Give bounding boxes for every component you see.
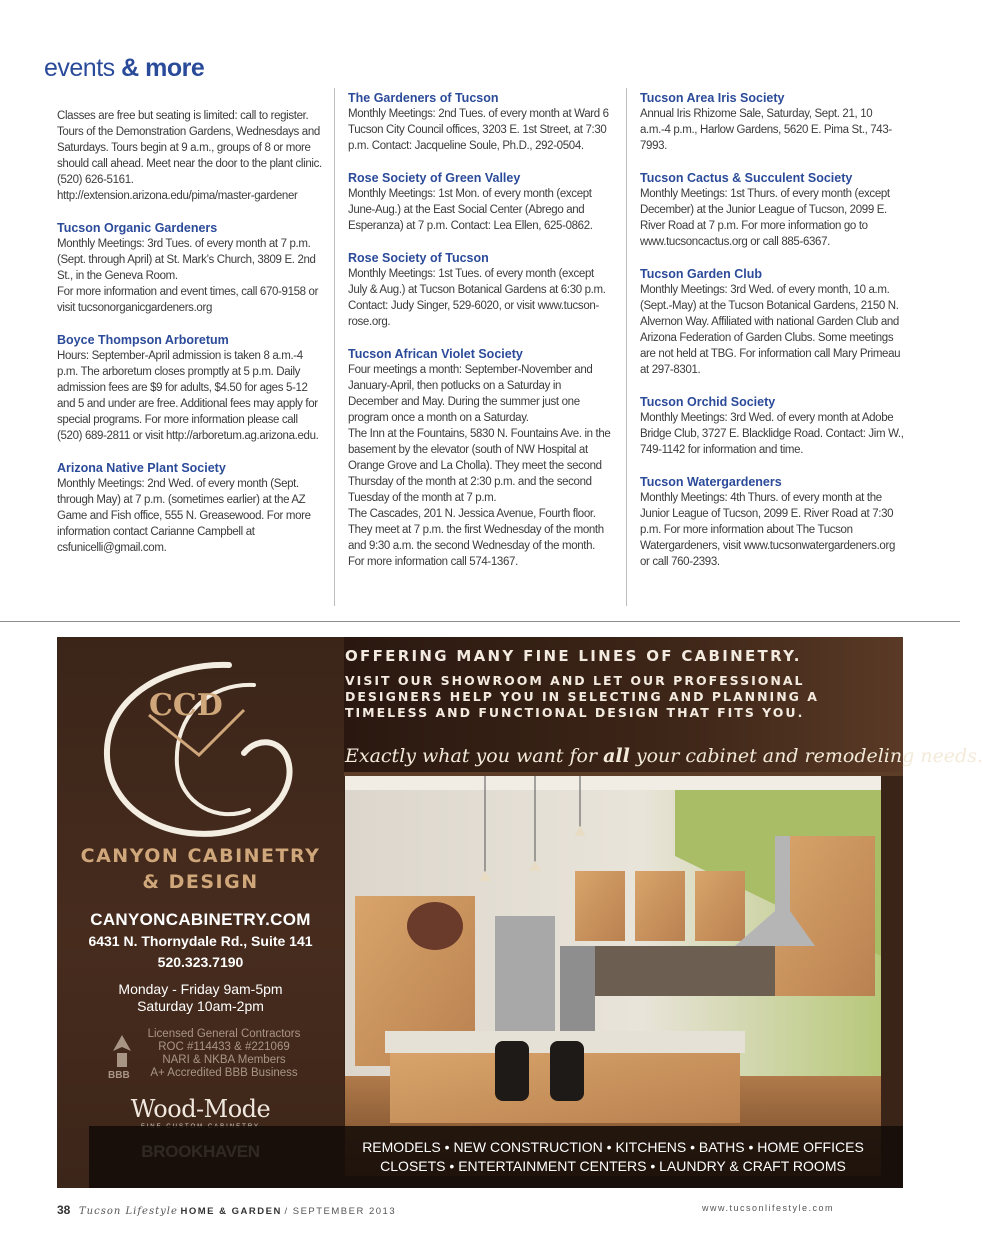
hours-weekday: Monday - Friday 9am-5pm xyxy=(118,981,283,997)
kitchen-photo xyxy=(345,776,881,1176)
license-line: NARI & NKBA Members xyxy=(162,1054,286,1066)
event-body: For more information and event times, call 670-9158 or visit tucsonorganicgardeners.org xyxy=(57,286,319,314)
event-body: Monthly Meetings: 3rd Wed. of every month at Adobe Bridge Club, 3727 E. Blacklidge Road. Contact: Jim W., 749-1142 for information and time. xyxy=(640,412,904,456)
license-line: Licensed General Contractors xyxy=(147,1028,301,1040)
event-entry xyxy=(640,170,904,250)
logo-letters: CCD xyxy=(149,688,223,723)
event-title: Rose Society of Tucson xyxy=(348,251,489,265)
brand-name-2: & DESIGN xyxy=(142,871,259,893)
event-title: Tucson Garden Club xyxy=(640,267,762,281)
header-more: more xyxy=(145,54,205,82)
event-title: Tucson African Violet Society xyxy=(348,347,523,361)
event-entry xyxy=(348,250,614,330)
phone-number[interactable]: 520.323.7190 xyxy=(157,954,244,970)
event-body: Monthly Meetings: 3rd Wed. of every month, 10 a.m. (Sept.-May) at the Tucson Botanical Gardens, 2150 N. Alvernon Way. Affiliated with national Garden Club and Arizona Federation of Garden Clubs. Some meetings are not held at TBG. For information call Mary Primeau at 297-8301. xyxy=(640,284,901,376)
event-body: Monthly Meetings: 2nd Tues. of every month at Ward 6 Tucson City Council offices, 3203 E. 1st Street, at 7:30 p.m. Contact: Jacqueline Soule, Ph.D., 292-0504. xyxy=(348,108,609,152)
event-body: Monthly Meetings: 3rd Tues. of every month at 7 p.m. (Sept. through April) at St. Mark’s Church, 3809 E. 2nd St., in the Geneva Room. xyxy=(57,238,316,282)
event-body: Four meetings a month: September-November and January-April, then potlucks on a Saturday in December and May. During the summer just one program once a month on a Saturday. xyxy=(348,364,593,424)
tagline-pre: Exactly what you want for xyxy=(345,745,604,767)
column-divider xyxy=(626,88,627,606)
website-link[interactable]: CANYONCABINETRY.COM xyxy=(90,910,311,929)
page-footer xyxy=(57,1203,396,1217)
event-body: The Inn at the Fountains, 5830 N. Fountains Ave. in the basement by the elevator (south of NW Hospital at Orange Grove and La Cholla). They meet the second Thursday of the month at 2:30 p.m. and the second Tuesday of the month at 7 p.m. xyxy=(348,428,611,504)
event-entry xyxy=(640,266,904,378)
event-title: Tucson Organic Gardeners xyxy=(57,221,218,235)
issue-date: / SEPTEMBER 2013 xyxy=(284,1206,397,1217)
event-entry xyxy=(57,220,323,316)
event-body: The Cascades, 201 N. Jessica Avenue, Fourth floor. They meet at 7 p.m. the first Wednesday of the month and 9:30 a.m. the second Wednesday of the month. For more information call 574-1367. xyxy=(348,508,604,568)
address: 6431 N. Thornydale Rd., Suite 141 xyxy=(88,933,313,949)
event-entry xyxy=(348,90,614,154)
event-body: Monthly Meetings: 2nd Wed. of every month (Sept. through May) at 7 p.m. (sometimes earlier) at the AZ Game and Fish office, 555 N. Greasewood. For more information contact Carianne Campbell at csfunicelli@gmail.com. xyxy=(57,478,311,554)
tagline-post: your cabinet and remodeling needs. xyxy=(629,745,983,767)
offer-text: VISIT OUR SHOWROOM AND LET OUR PROFESSIONAL DESIGNERS HELP YOU IN SELECTING AND PLANNING A TIMELESS AND FUNCTIONAL DESIGN THAT FITS YOU. xyxy=(345,673,819,720)
event-body: Annual Iris Rhizome Sale, Saturday, Sept. 21, 10 a.m.-4 p.m., Harlow Gardens, 5620 E. Pima St., 743-7993. xyxy=(640,108,892,152)
event-entry xyxy=(57,460,323,556)
event-body: Monthly Meetings: 4th Thurs. of every month at the Junior League of Tucson, 2099 E. River Road at 7:30 p.m. For more information about The Tucson Watergardeners, visit www.tucsonwatergardeners.org or call 760-2393. xyxy=(640,492,895,568)
brand-name: CANYON CABINETRY xyxy=(80,845,321,867)
event-title: Tucson Cactus & Succulent Society xyxy=(640,171,853,185)
services-line: REMODELS • NEW CONSTRUCTION • KITCHENS • BATHS • HOME OFFICES xyxy=(362,1139,864,1155)
event-entry xyxy=(640,474,904,570)
event-entry xyxy=(57,332,323,444)
bbb-label: BBB xyxy=(108,1070,130,1081)
footer-url[interactable]: www.tucsonlifestyle.com xyxy=(701,1203,834,1213)
event-entry xyxy=(640,394,904,458)
event-entry xyxy=(348,170,614,234)
events-column-2 xyxy=(348,90,614,586)
event-body: Monthly Meetings: 1st Tues. of every month (except July & Aug.) at Tucson Botanical Gardens at 6:30 p.m. Contact: Judy Singer, 529-6020, or visit www.tucson-rose.org. xyxy=(348,268,606,328)
section-header xyxy=(44,54,204,83)
intro-text: Classes are free but seating is limited: call to register. Tours of the Demonstration Gardens, Wednesdays and Saturdays. Tours begin at 9 a.m., groups of 8 or more should call ahead. Meet near the door to the plant clinic. (520) 626-5161. xyxy=(57,110,322,186)
event-body: Hours: September-April admission is taken 8 a.m.-4 p.m. The arboretum closes promptly at 5 p.m. Daily admission fees are $9 for adults, $4.50 for ages 5-12 and 5 and under are free. Additional fees may apply for special programs. For more information please call (520) 689-2811 or visit http://arboretum.ag.arizona.edu. xyxy=(57,350,319,442)
header-prefix: events xyxy=(44,54,115,82)
intro-link[interactable]: http://extension.arizona.edu/pima/master-gardener xyxy=(57,190,298,202)
license-line: A+ Accredited BBB Business xyxy=(150,1067,298,1079)
event-title: Boyce Thompson Arboretum xyxy=(57,333,229,347)
magazine-name: Tucson Lifestyle xyxy=(79,1206,178,1217)
event-body: Monthly Meetings: 1st Thurs. of every month (except December) at the Junior League of Tucson, 2099 E. River Road at 7 p.m. For more information go to www.tucsoncactus.org or call 885-6367. xyxy=(640,188,890,248)
event-title: Arizona Native Plant Society xyxy=(57,461,226,475)
event-title: Rose Society of Green Valley xyxy=(348,171,521,185)
services-line: CLOSETS • ENTERTAINMENT CENTERS • LAUNDRY & CRAFT ROOMS xyxy=(380,1158,846,1174)
event-entry xyxy=(640,90,904,154)
license-line: ROC #114433 & #221069 xyxy=(158,1041,290,1053)
event-body: Monthly Meetings: 1st Mon. of every month (except June-Aug.) at the East Social Center (Abrego and Esperanza) at 7 p.m. Contact: Lea Ellen, 625-0862. xyxy=(348,188,593,232)
event-title: Tucson Area Iris Society xyxy=(640,91,785,105)
ad-tagline xyxy=(345,745,983,767)
canyon-cabinetry-ad[interactable] xyxy=(57,637,983,1188)
event-title: Tucson Orchid Society xyxy=(640,395,776,409)
hours-saturday: Saturday 10am-2pm xyxy=(137,998,264,1014)
section-name: HOME & GARDEN xyxy=(180,1206,282,1217)
column-divider xyxy=(334,88,335,606)
offer-headline: OFFERING MANY FINE LINES OF CABINETRY. xyxy=(345,647,802,665)
section-divider xyxy=(0,621,960,622)
tagline-bold: all xyxy=(603,745,630,767)
events-column-1 xyxy=(57,90,323,572)
license-info xyxy=(139,1028,309,1080)
events-column-3 xyxy=(640,90,904,586)
page-number: 38 xyxy=(57,1203,71,1217)
woodmode-logo: Wood-Mode xyxy=(130,1095,271,1123)
event-entry xyxy=(348,346,614,570)
intro-paragraph xyxy=(57,108,323,204)
event-title: Tucson Watergardeners xyxy=(640,475,782,489)
bbb-torch-icon xyxy=(107,1033,137,1081)
event-title: The Gardeners of Tucson xyxy=(348,91,499,105)
ccd-logo-icon xyxy=(79,655,324,855)
services-band xyxy=(89,1126,903,1188)
header-amp: & xyxy=(121,54,139,82)
